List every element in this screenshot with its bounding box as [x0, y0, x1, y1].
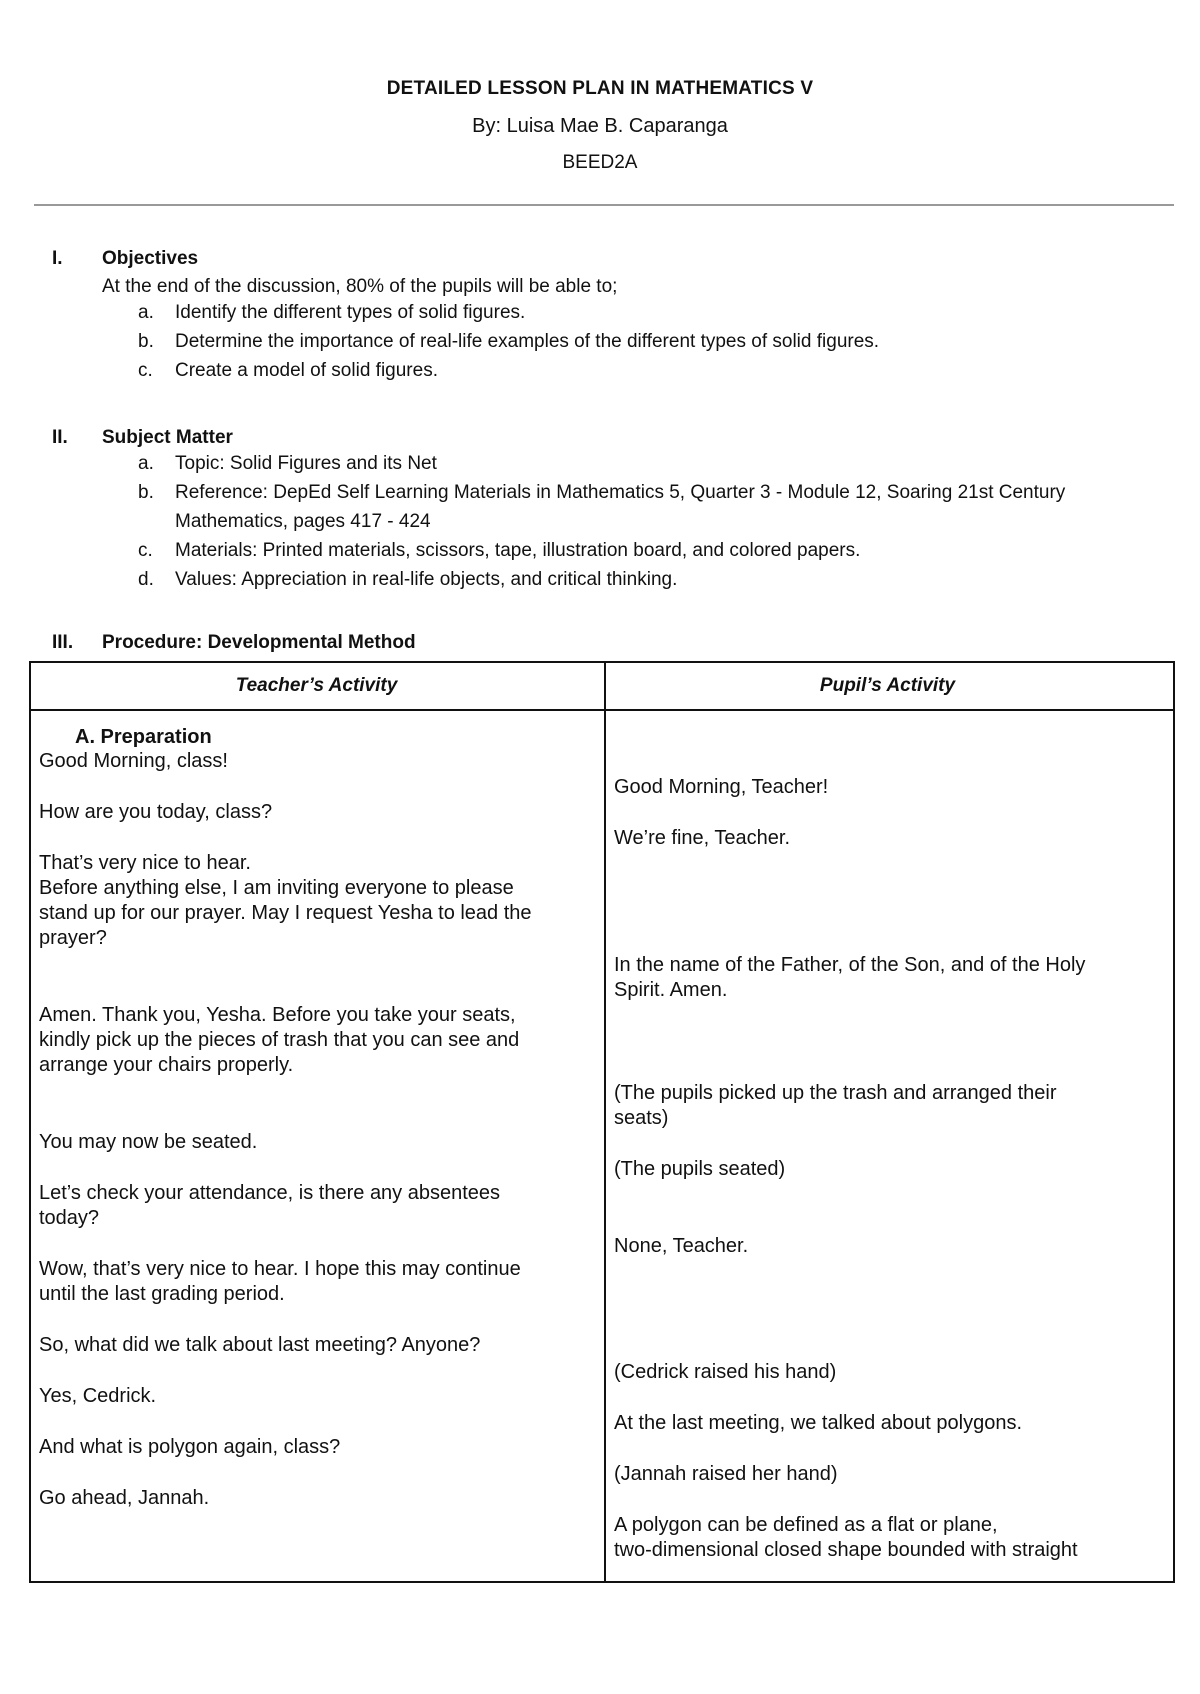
item-marker: d. — [138, 569, 154, 590]
teacher-line: You may now be seated. — [39, 1131, 258, 1153]
pupil-activity-header: Pupil’s Activity — [819, 675, 956, 696]
pupil-line: In the name of the Father, of the Son, and of the Holy — [614, 954, 1086, 976]
item-text: Identify the different types of solid figures. — [175, 302, 526, 323]
teacher-line: today? — [39, 1207, 100, 1229]
item-marker: c. — [138, 360, 153, 381]
list-item — [102, 298, 1135, 327]
section-numeral: II. — [52, 427, 68, 448]
objectives-section — [52, 248, 1135, 385]
pupil-line: (Cedrick raised his hand) — [614, 1361, 837, 1383]
subject-matter-section — [52, 427, 1135, 594]
item-text: Determine the importance of real-life examples of the different types of solid figures. — [175, 331, 880, 352]
teacher-line: So, what did we talk about last meeting? Anyone? — [39, 1334, 481, 1356]
pupil-line: two-dimensional closed shape bounded with straight — [614, 1539, 1078, 1561]
section-heading: Subject Matter — [102, 427, 233, 448]
teacher-line: Amen. Thank you, Yesha. Before you take your seats, — [39, 1004, 516, 1026]
preparation-subheading: A. Preparation — [75, 726, 212, 748]
teacher-line: Go ahead, Jannah. — [39, 1487, 210, 1509]
teacher-line: Yes, Cedrick. — [39, 1385, 157, 1407]
teacher-line: How are you today, class? — [39, 801, 273, 823]
item-marker: b. — [138, 482, 154, 503]
list-item — [102, 536, 1135, 565]
teacher-activity-header: Teacher’s Activity — [235, 675, 398, 696]
item-marker: a. — [138, 453, 154, 474]
pupil-line: We’re fine, Teacher. — [614, 827, 791, 849]
item-text: Values: Appreciation in real-life objects, and critical thinking. — [175, 569, 678, 590]
section-heading: Procedure: Developmental Method — [102, 632, 416, 653]
list-item — [102, 565, 1135, 594]
author-line: By: Luisa Mae B. Caparanga — [472, 115, 728, 137]
section-numeral: III. — [52, 632, 74, 653]
document-title: DETAILED LESSON PLAN IN MATHEMATICS V — [386, 78, 814, 99]
teacher-line: That’s very nice to hear. — [39, 852, 251, 874]
teacher-line: prayer? — [39, 927, 107, 949]
pupil-line: Good Morning, Teacher! — [614, 776, 829, 798]
teacher-line: Before anything else, I am inviting everyone to please — [39, 877, 514, 899]
section-numeral: I. — [52, 248, 63, 269]
item-text: Topic: Solid Figures and its Net — [175, 453, 437, 474]
pupil-line: At the last meeting, we talked about polygons. — [614, 1412, 1023, 1434]
item-marker: b. — [138, 331, 154, 352]
class-section: BEED2A — [562, 152, 638, 173]
pupil-line: (The pupils seated) — [614, 1158, 786, 1180]
teacher-line: Wow, that’s very nice to hear. I hope this may continue — [39, 1258, 521, 1280]
list-item — [102, 356, 1135, 385]
list-item — [102, 478, 1135, 536]
pupil-line: A polygon can be defined as a flat or plane, — [614, 1514, 998, 1536]
objectives-list — [102, 298, 1135, 385]
column-divider — [604, 663, 606, 1581]
table-header-row — [31, 663, 1173, 711]
header-divider — [34, 204, 1174, 206]
document-header — [0, 78, 1200, 174]
item-marker: a. — [138, 302, 154, 323]
teacher-line: stand up for our prayer. May I request Yesha to lead the — [39, 902, 532, 924]
item-text: Materials: Printed materials, scissors, tape, illustration board, and colored papers. — [175, 540, 861, 561]
subject-matter-list — [102, 449, 1135, 594]
section-heading: Objectives — [102, 248, 199, 269]
pupil-line: None, Teacher. — [614, 1235, 749, 1257]
pupil-line: (Jannah raised her hand) — [614, 1463, 838, 1485]
procedure-table — [29, 661, 1175, 1583]
teacher-line: until the last grading period. — [39, 1283, 285, 1305]
teacher-line: And what is polygon again, class? — [39, 1436, 341, 1458]
item-marker: c. — [138, 540, 153, 561]
procedure-section — [52, 632, 416, 654]
objectives-intro: At the end of the discussion, 80% of the pupils will be able to; — [102, 276, 618, 297]
list-item — [102, 449, 1135, 478]
item-text: Create a model of solid figures. — [175, 360, 438, 381]
pupil-line: Spirit. Amen. — [614, 979, 728, 1001]
teacher-line: Let’s check your attendance, is there any absentees — [39, 1182, 501, 1204]
list-item — [102, 327, 1135, 356]
teacher-line: Good Morning, class! — [39, 750, 228, 772]
teacher-line: kindly pick up the pieces of trash that you can see and — [39, 1029, 520, 1051]
item-text: Reference: DepEd Self Learning Materials in Mathematics 5, Quarter 3 - Module 12, Soaring 21st Century Mathematics, pages 417 - 424 — [175, 482, 1066, 532]
pupil-line: seats) — [614, 1107, 669, 1129]
teacher-line: arrange your chairs properly. — [39, 1054, 294, 1076]
pupil-line: (The pupils picked up the trash and arranged their — [614, 1082, 1057, 1104]
